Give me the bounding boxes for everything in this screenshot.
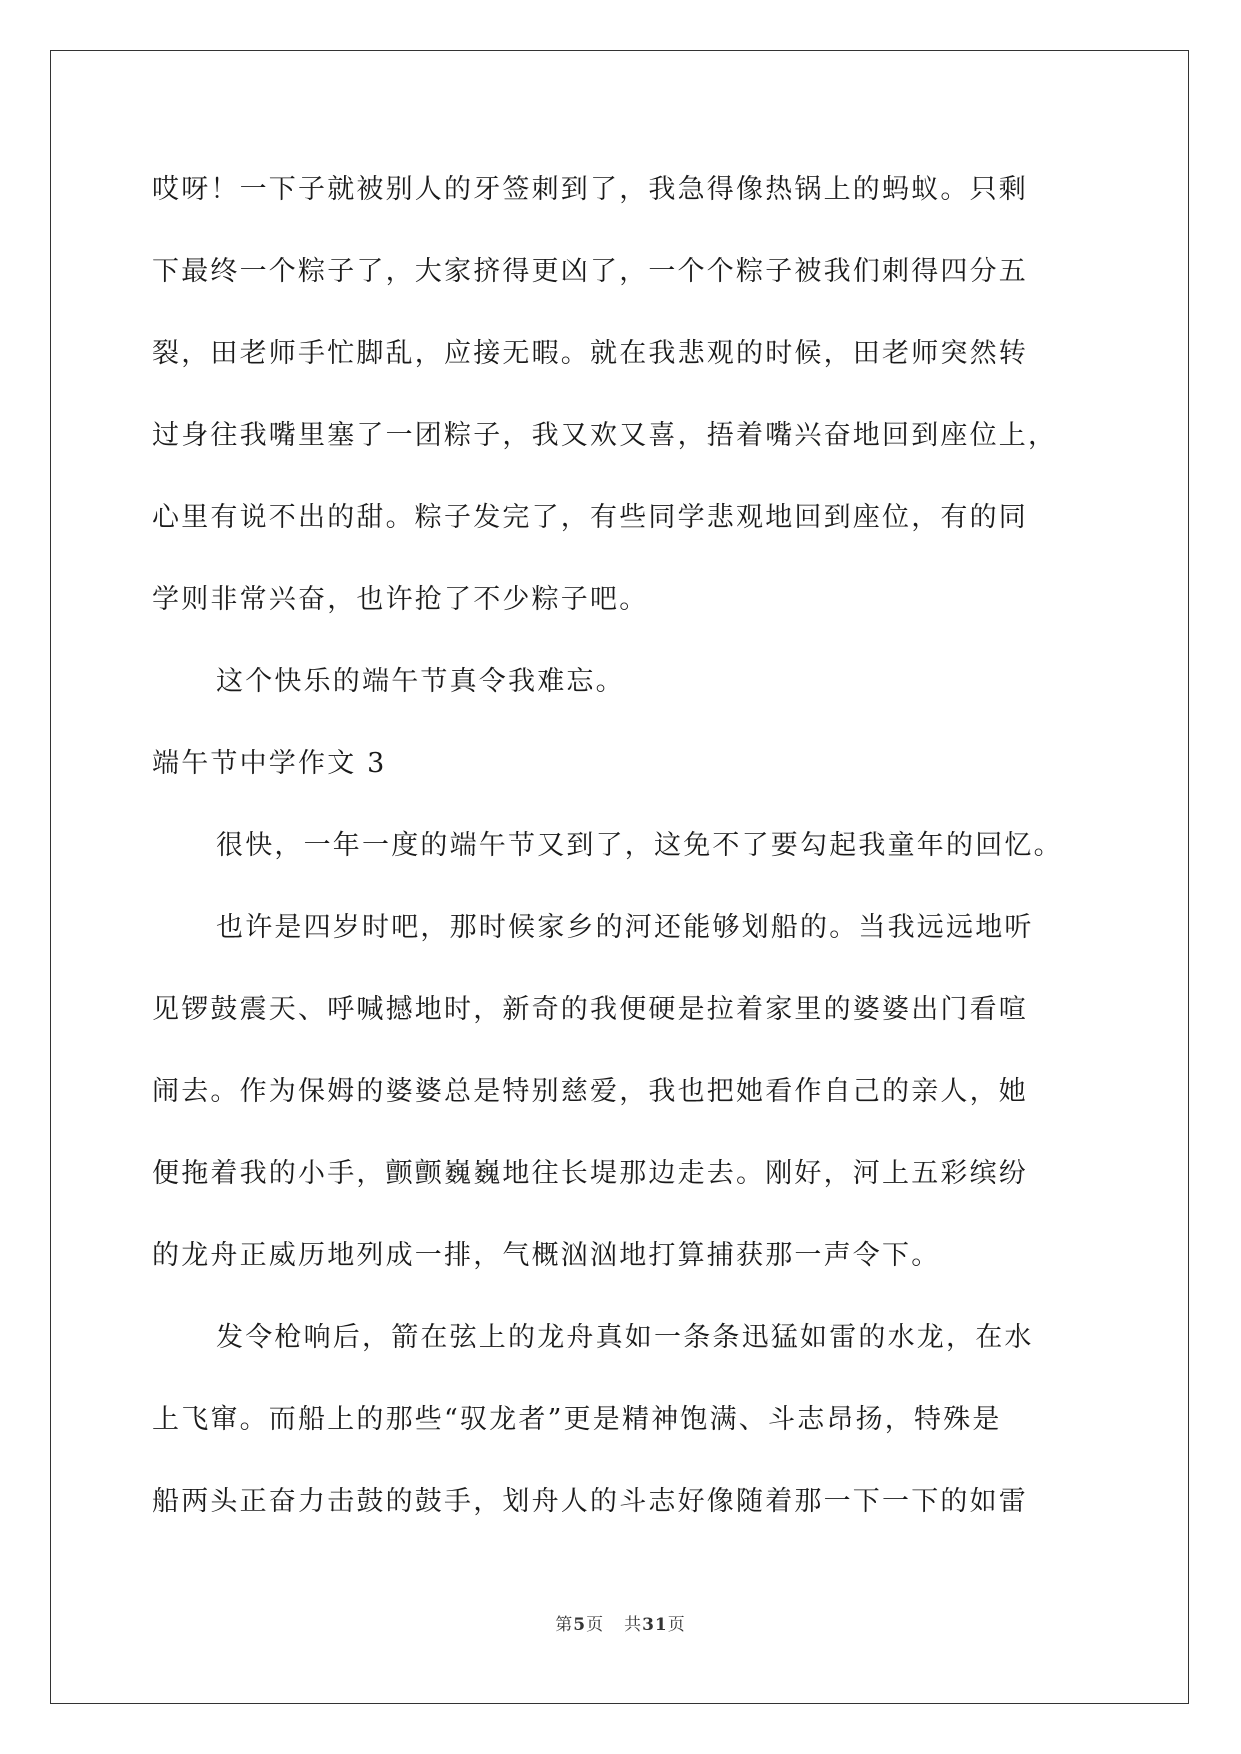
total-pages: 31 (642, 1615, 668, 1635)
text-line-6: 学则非常兴奋，也许抢了不少粽子吧。 (152, 584, 649, 615)
text-line-17: 船两头正奋力击鼓的鼓手，划舟人的斗志好像随着那一下一下的如雷 (152, 1486, 1028, 1517)
text-line-11: 见锣鼓震天、呼喊撼地时，新奇的我便硬是拉着家里的婆婆出门看喧 (152, 994, 1028, 1025)
text-line-2: 下最终一个粽子了，大家挤得更凶了，一个个粽子被我们刺得四分五 (152, 256, 1028, 287)
total-prefix: 共 (624, 1615, 643, 1635)
page-suffix: 页 (586, 1615, 605, 1635)
text-line-16: 上飞窜。而船上的那些“驭龙者”更是精神饱满、斗志昂扬，特殊是 (152, 1404, 1002, 1435)
text-line-12: 闹去。作为保姆的婆婆总是特别慈爱，我也把她看作自己的亲人，她 (152, 1076, 1028, 1107)
text-line-10: 也许是四岁时吧，那时候家乡的河还能够划船的。当我远远地听 (216, 912, 1034, 943)
text-line-15: 发令枪响后，箭在弦上的龙舟真如一条条迅猛如雷的水龙，在水 (216, 1322, 1034, 1353)
total-suffix: 页 (667, 1615, 686, 1635)
text-line-14: 的龙舟正威历地列成一排，气概汹汹地打算捕获那一声令下。 (152, 1240, 941, 1271)
text-line-9: 很快，一年一度的端午节又到了，这免不了要勾起我童年的回忆。 (216, 830, 1063, 861)
text-line-1: 哎呀！一下子就被别人的牙签刺到了，我急得像热锅上的蚂蚁。只剩 (152, 174, 1028, 205)
page-number: 5 (573, 1615, 587, 1635)
page-footer (0, 1610, 1241, 1635)
document-body (152, 160, 1092, 1554)
text-line-3: 裂，田老师手忙脚乱，应接无暇。就在我悲观的时候，田老师突然转 (152, 338, 1028, 369)
section-heading: 端午节中学作文 3 (152, 748, 387, 779)
text-line-7: 这个快乐的端午节真令我难忘。 (216, 666, 625, 697)
text-line-4: 过身往我嘴里塞了一团粽子，我又欢又喜，捂着嘴兴奋地回到座位上， (152, 420, 1058, 451)
text-line-13: 便拖着我的小手，颤颤巍巍地往长堤那边走去。刚好，河上五彩缤纷 (152, 1158, 1028, 1189)
page-prefix: 第 (555, 1615, 574, 1635)
text-line-5: 心里有说不出的甜。粽子发完了，有些同学悲观地回到座位，有的同 (152, 502, 1028, 533)
